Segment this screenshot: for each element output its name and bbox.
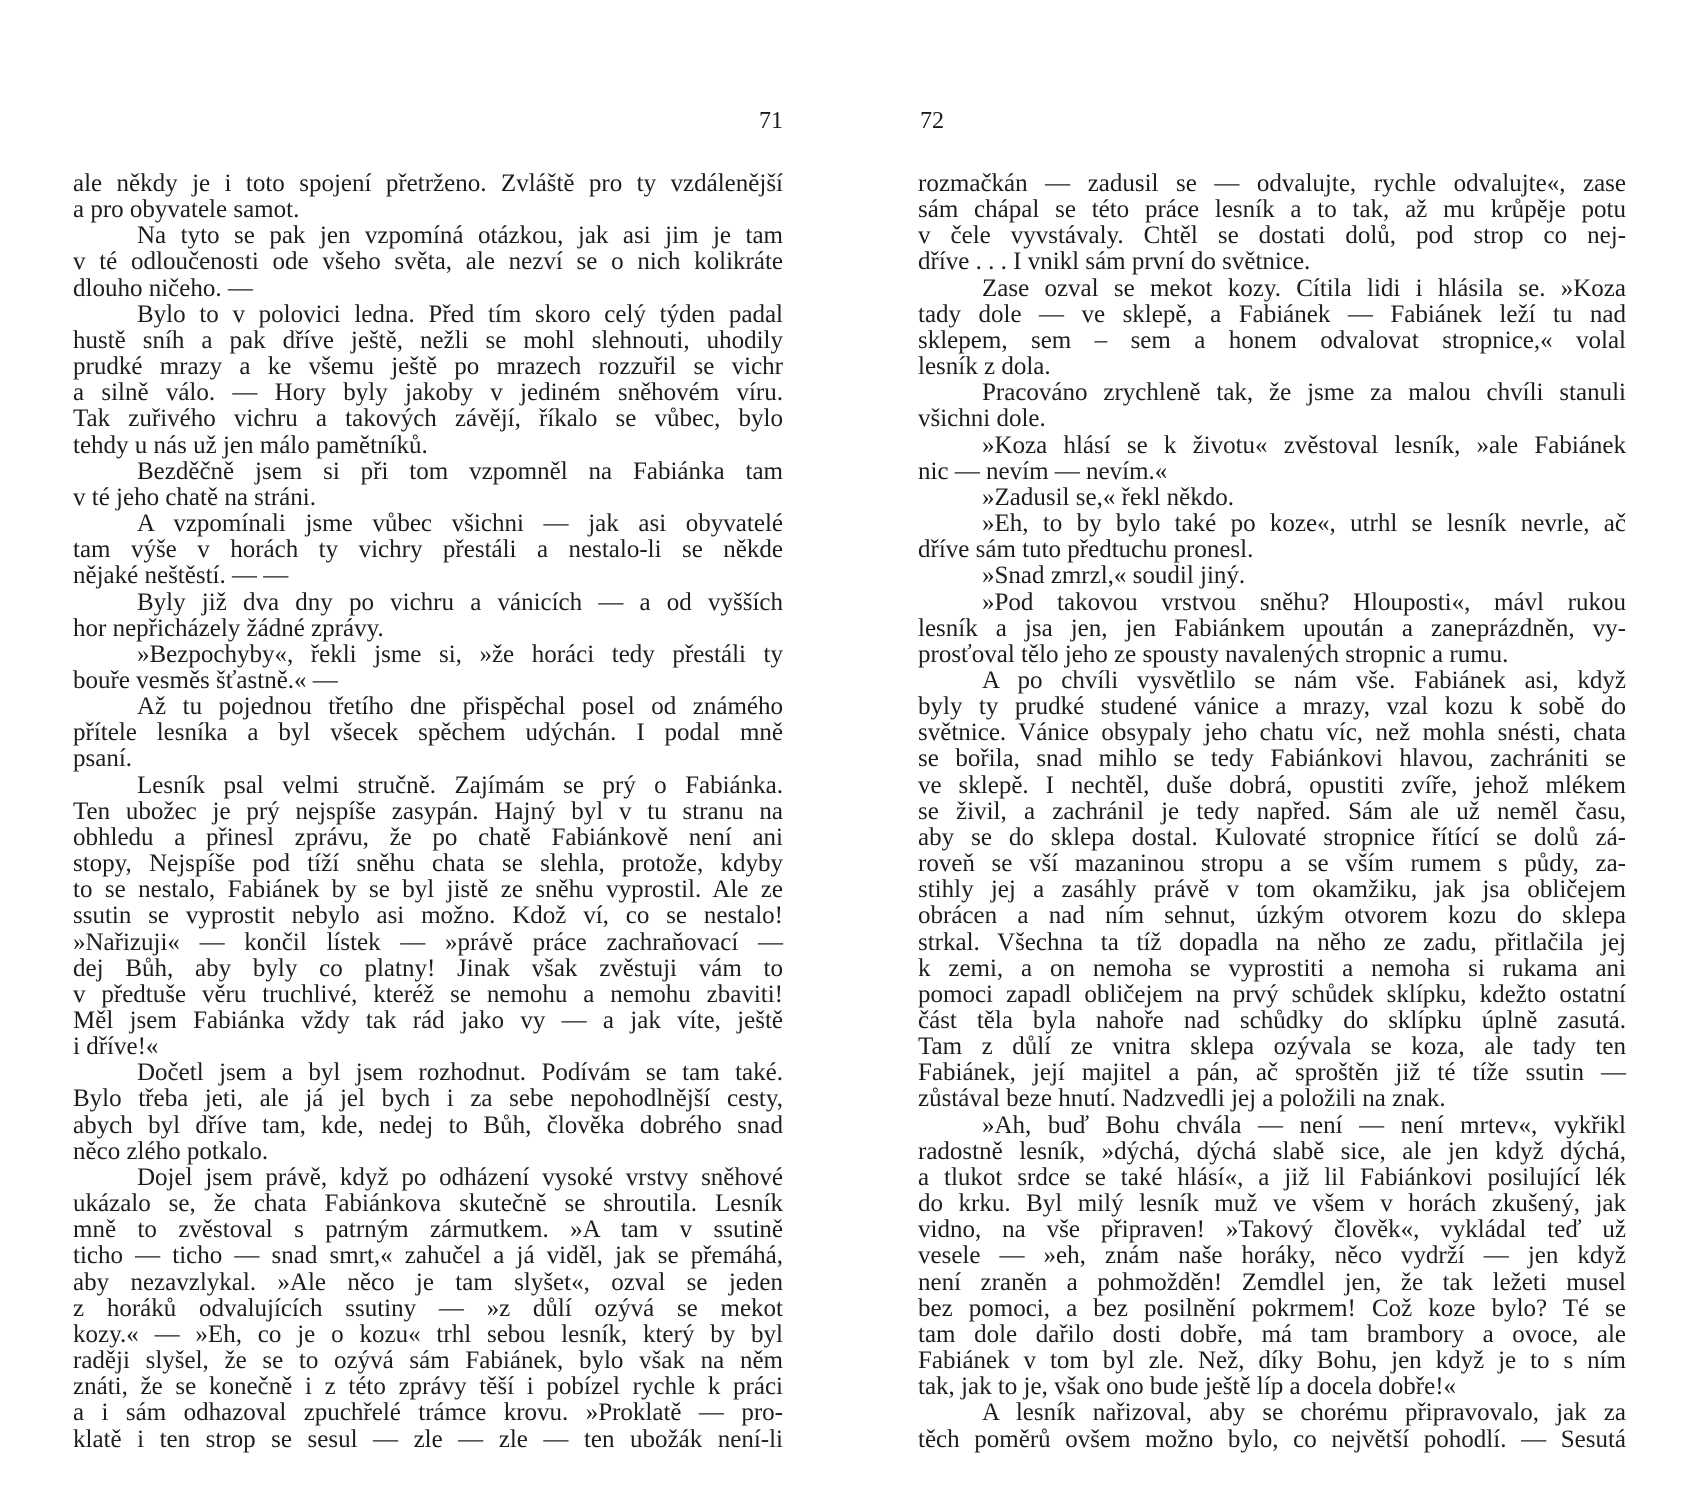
text-line: aby se do sklepa dostal. Kulovaté stropnice řítící se dolů zá- (918, 823, 1626, 851)
text-line: Lesník psal velmi stručně. Zajímám se prý o Fabiánka. (137, 771, 783, 799)
text-line: obhledu a přinesl zprávu, že po chatě Fabiánkově není ani (73, 823, 783, 851)
text-line: dříve . . . I vnikl sám první do světnice. (918, 248, 1311, 276)
paragraph (918, 380, 1626, 432)
text-line: něco zlého potkalo. (73, 1137, 269, 1165)
text-line: Dojel jsem právě, když po odházení vysoké vrstvy sněhové (137, 1163, 783, 1191)
text-line: raději slyšel, že se to ozývá sám Fabiánek, bylo však na něm (73, 1347, 783, 1375)
text-column (73, 171, 783, 1453)
paragraph (918, 1400, 1626, 1452)
paragraph (73, 694, 783, 772)
paragraph (918, 511, 1626, 563)
text-line: v předtuše věru truchlivé, kteréž se nemohu a nemohu zbaviti! (73, 980, 783, 1008)
text-line: ukázalo se, že chata Fabiánkova skutečně se shroutila. Lesník (73, 1190, 783, 1218)
text-line: dlouho ničeho. — (73, 274, 253, 302)
text-line: ticho — ticho — snad smrt,« zahučel a já viděl, jak se přemáhá, (73, 1242, 783, 1270)
text-line: »Ah, buď Bohu chvála — není — není mrtev«, vykřikl (982, 1111, 1626, 1139)
paragraph (73, 642, 783, 694)
text-line: Pracováno zrychleně tak, že jsme za malou chvíli stanuli (982, 379, 1626, 407)
paragraph (73, 302, 783, 459)
text-line: a i sám odhazoval zpuchřelé trámce krovu. »Proklatě — pro- (73, 1399, 783, 1427)
text-line: nějaké neštěstí. — — (73, 562, 289, 590)
paragraph (73, 223, 783, 301)
text-line: Fabiánek, její majitel a pán, ač sproštěn již té tíže ssutin — (918, 1059, 1626, 1087)
paragraph (918, 171, 1626, 276)
text-line: rozmačkán — zadusil se — odvalujte, rychle odvalujte«, zase (918, 170, 1626, 197)
text-line: A po chvíli vysvětlilo se nám vše. Fabiánek asi, když (982, 666, 1626, 694)
text-line: »Snad zmrzl,« soudil jiný. (982, 562, 1246, 590)
text-line: »Bezpochyby«, řekli jsme si, »že horáci tedy přestáli ty (137, 640, 783, 668)
text-line: bouře vesměs šťastně.« — (73, 666, 338, 694)
paragraph (918, 485, 1626, 511)
text-line: ale někdy je i toto spojení přetrženo. Zvláště pro ty vzdálenější (73, 170, 783, 197)
text-line: do krku. Byl milý lesník muž ve všem v horách zkušený, jak (918, 1190, 1626, 1218)
text-line: roveň se vší mazaninou stropu a se vším rumem s půdy, za- (918, 850, 1626, 878)
text-line: Dočetl jsem a byl jsem rozhodnut. Podívám se tam také. (137, 1059, 783, 1087)
text-line: pomoci zapadl obličejem na prvý schůdek sklípku, kdežto ostatní (918, 980, 1626, 1008)
text-line: aby nezavzlykal. »Ale něco je tam slyšet«, ozval se jeden (73, 1268, 783, 1296)
text-line: Fabiánek v tom byl zle. Než, díky Bohu, jen když je to s ním (918, 1347, 1626, 1375)
text-line: sám chápal se této práce lesník a to tak, až mu krůpěje potu (918, 196, 1626, 224)
text-line: tady dole — ve sklepě, a Fabiánek — Fabiánek leží tu nad (918, 300, 1626, 328)
text-line: to se nestalo, Fabiánek by se byl jistě ze sněhu vyprostil. Ale ze (73, 876, 783, 904)
text-line: Měl jsem Fabiánka vždy tak rád jako vy — a jak víte, ještě (73, 1007, 783, 1034)
paragraph (73, 459, 783, 511)
text-line: dej Bůh, aby byly co platny! Jinak však zvěstuji vám to (73, 954, 783, 982)
text-line: hustě sníh a pak dříve ještě, nežli se mohl slehnouti, uhodily (73, 326, 783, 354)
text-line: A lesník nařizoval, aby se chorému připravovalo, jak za (982, 1399, 1626, 1427)
text-line: strkal. Všechna ta tíž dopadla na něho ze zadu, přitlačila jej (918, 928, 1626, 956)
paragraph (918, 590, 1626, 668)
text-line: tam výše v horách ty vichry přestáli a nestalo-li se někde (73, 536, 783, 564)
text-line: mně to zvěstoval s patrným zármutkem. »A tam v ssutině (73, 1216, 783, 1244)
text-line: tak, jak to je, však ono bude ještě líp a docela dobře!« (918, 1373, 1457, 1401)
text-line: Byly již dva dny po vichru a vánicích — a od vyšších (137, 588, 783, 616)
text-line: Zase ozval se mekot kozy. Cítila lidi i hlásila se. »Koza (982, 274, 1626, 302)
text-line: stopy, Nejspíše pod tíží sněhu chata se slehla, protože, kdyby (73, 850, 783, 878)
page-number: 72 (920, 108, 944, 134)
text-line: k zemi, a on nemoha se vyprostiti a nemoha si rukama ani (918, 954, 1626, 982)
text-line: obrácen a nad ním sehnut, úzkým otvorem kozu do sklepa (918, 902, 1626, 930)
paragraph (73, 171, 783, 223)
text-line: ssutin se vyprostit nebylo asi možno. Kdož ví, co se nestalo! (73, 902, 783, 930)
text-line: radostně lesník, »dýchá, dýchá slabě sice, ale jen když dýchá, (918, 1137, 1626, 1165)
paragraph (918, 433, 1626, 485)
text-line: zůstával beze hnutí. Nadzvedli jej a položili na znak. (918, 1085, 1446, 1113)
text-column (918, 171, 1626, 1453)
text-line: a pro obyvatele samot. (73, 196, 300, 224)
text-line: všichni dole. (918, 405, 1046, 433)
text-line: lesník a jsa jen, jen Fabiánkem upoután a zaneprázdněn, vy- (918, 614, 1626, 642)
text-line: se bořila, snad mihlo se tedy Fabiánkovi hlavou, zachrániti se (918, 745, 1626, 773)
text-line: Ten ubožec je prý nejspíše zasypán. Hajný byl v tu stranu na (73, 797, 783, 825)
text-line: a tlukot srdce se také hlásí«, a již lil Fabiánkovi posilující lék (918, 1163, 1626, 1191)
text-line: v té jeho chatě na stráni. (73, 483, 316, 511)
text-line: »Koza hlásí se k životu« zvěstoval lesník, »ale Fabiánek (982, 431, 1626, 459)
text-line: prosťoval tělo jeho ze spousty navalených stropnic a rumu. (918, 640, 1509, 668)
text-line: a silně válo. — Hory byly jakoby v jediném sněhovém víru. (73, 379, 783, 407)
text-line: světnice. Vánice obsypaly jeho chatu víc, než mohla snésti, chata (918, 719, 1626, 747)
text-line: Bylo třeba jeti, ale já jel bych i za sebe nepohodlnější cesty, (73, 1085, 783, 1113)
text-line: přítele lesníka a byl všecek spěchem udýchán. I podal mně (73, 719, 783, 747)
paragraph (73, 511, 783, 589)
text-line: v té odloučenosti ode všeho světa, ale nezví se o nich kolikráte (73, 248, 783, 276)
paragraph (918, 563, 1626, 589)
text-line: i dříve!« (73, 1033, 159, 1061)
text-line: nic — nevím — nevím.« (918, 457, 1168, 485)
text-line: těch poměrů ovšem možno bylo, co největší pohodlí. — Sesutá (918, 1425, 1626, 1453)
text-line: sklepem, sem – sem a honem odvalovat stropnice,« volal (918, 326, 1626, 354)
text-line: v čele vyvstávaly. Chtěl se dostati dolů, pod strop co nej- (918, 222, 1626, 250)
paragraph (918, 668, 1626, 1113)
paragraph (918, 276, 1626, 381)
paragraph (918, 1113, 1626, 1401)
text-line: se živil, a zachránil je tedy napřed. Sám ale už neměl času, (918, 797, 1626, 825)
text-line: kozy.« — »Eh, co je o kozu« trhl sebou lesník, který by byl (73, 1320, 783, 1348)
text-line: vidno, na vše připraven! »Takový člověk«, vykládal teď už (918, 1216, 1626, 1244)
text-line: »Zadusil se,« řekl někdo. (982, 483, 1235, 511)
text-line: A vzpomínali jsme vůbec všichni — jak asi obyvatelé (137, 510, 783, 538)
text-line: byly ty prudké studené vánice a mrazy, vzal kozu k sobě do (918, 693, 1626, 721)
text-line: tehdy u nás už jen málo pamětníků. (73, 431, 428, 459)
text-line: ve sklepě. I nechtěl, duše dobrá, opustiti zvíře, jehož mlékem (918, 771, 1626, 799)
page-right (843, 0, 1686, 1501)
text-line: Na tyto se pak jen vzpomíná otázkou, jak asi jim je tam (137, 222, 783, 250)
text-line: hor nepřicházely žádné zprávy. (73, 614, 384, 642)
text-line: »Eh, to by bylo také po koze«, utrhl se lesník nevrle, ač (982, 510, 1626, 538)
page-number: 71 (759, 108, 783, 134)
text-line: bez pomoci, a bez posilnění pokrmem! Což koze bylo? Té se (918, 1294, 1626, 1322)
text-line: stihly jej a zasáhly právě v tom okamžiku, jak jsa obličejem (918, 876, 1626, 904)
text-line: dříve sám tuto předtuchu pronesl. (918, 536, 1254, 564)
text-line: Tak zuřivého vichru a takových závějí, říkalo se vůbec, bylo (73, 405, 783, 433)
text-line: vesele — »eh, znám naše horáky, něco vydrží — jen když (918, 1242, 1626, 1270)
text-line: lesník z dola. (918, 353, 1051, 381)
text-line: Tam z důlí ze vnitra sklepa ozývala se koza, ale tady ten (918, 1033, 1626, 1061)
paragraph (73, 1060, 783, 1165)
text-line: znáti, že se konečně i z této zprávy těší i pobízel rychle k práci (73, 1373, 783, 1401)
text-line: klatě i ten strop se sesul — zle — zle — ten ubožák není-li (73, 1425, 783, 1453)
text-line: není zraněn a pohmožděn! Zemdlel jen, že tak ležeti musel (918, 1268, 1626, 1296)
text-line: »Nařizuji« — končil lístek — »právě práce zachraňovací — (73, 928, 783, 956)
text-line: z horáků odvalujících ssutiny — »z důlí ozývá se mekot (73, 1294, 783, 1322)
paragraph (73, 590, 783, 642)
text-line: Bylo to v polovici ledna. Před tím skoro celý týden padal (137, 300, 783, 328)
paragraph (73, 773, 783, 1061)
text-line: Bezděčně jsem si při tom vzpomněl na Fabiánka tam (137, 457, 783, 485)
text-line: psaní. (73, 745, 133, 773)
text-line: část těla byla nahoře nad schůdky do sklípku úplně zasutá. (918, 1007, 1626, 1034)
paragraph (73, 1165, 783, 1453)
text-line: tam dole dařilo dosti dobře, má tam brambory a ovoce, ale (918, 1320, 1626, 1348)
text-line: prudké mrazy a ke všemu ještě po mrazech rozzuřil se vichr (73, 353, 783, 381)
text-line: »Pod takovou vrstvou sněhu? Hlouposti«, mávl rukou (982, 588, 1626, 616)
text-line: abych byl dříve tam, kde, nedej to Bůh, člověka dobrého snad (73, 1111, 783, 1139)
text-line: Až tu pojednou třetího dne přispěchal posel od známého (137, 693, 783, 721)
